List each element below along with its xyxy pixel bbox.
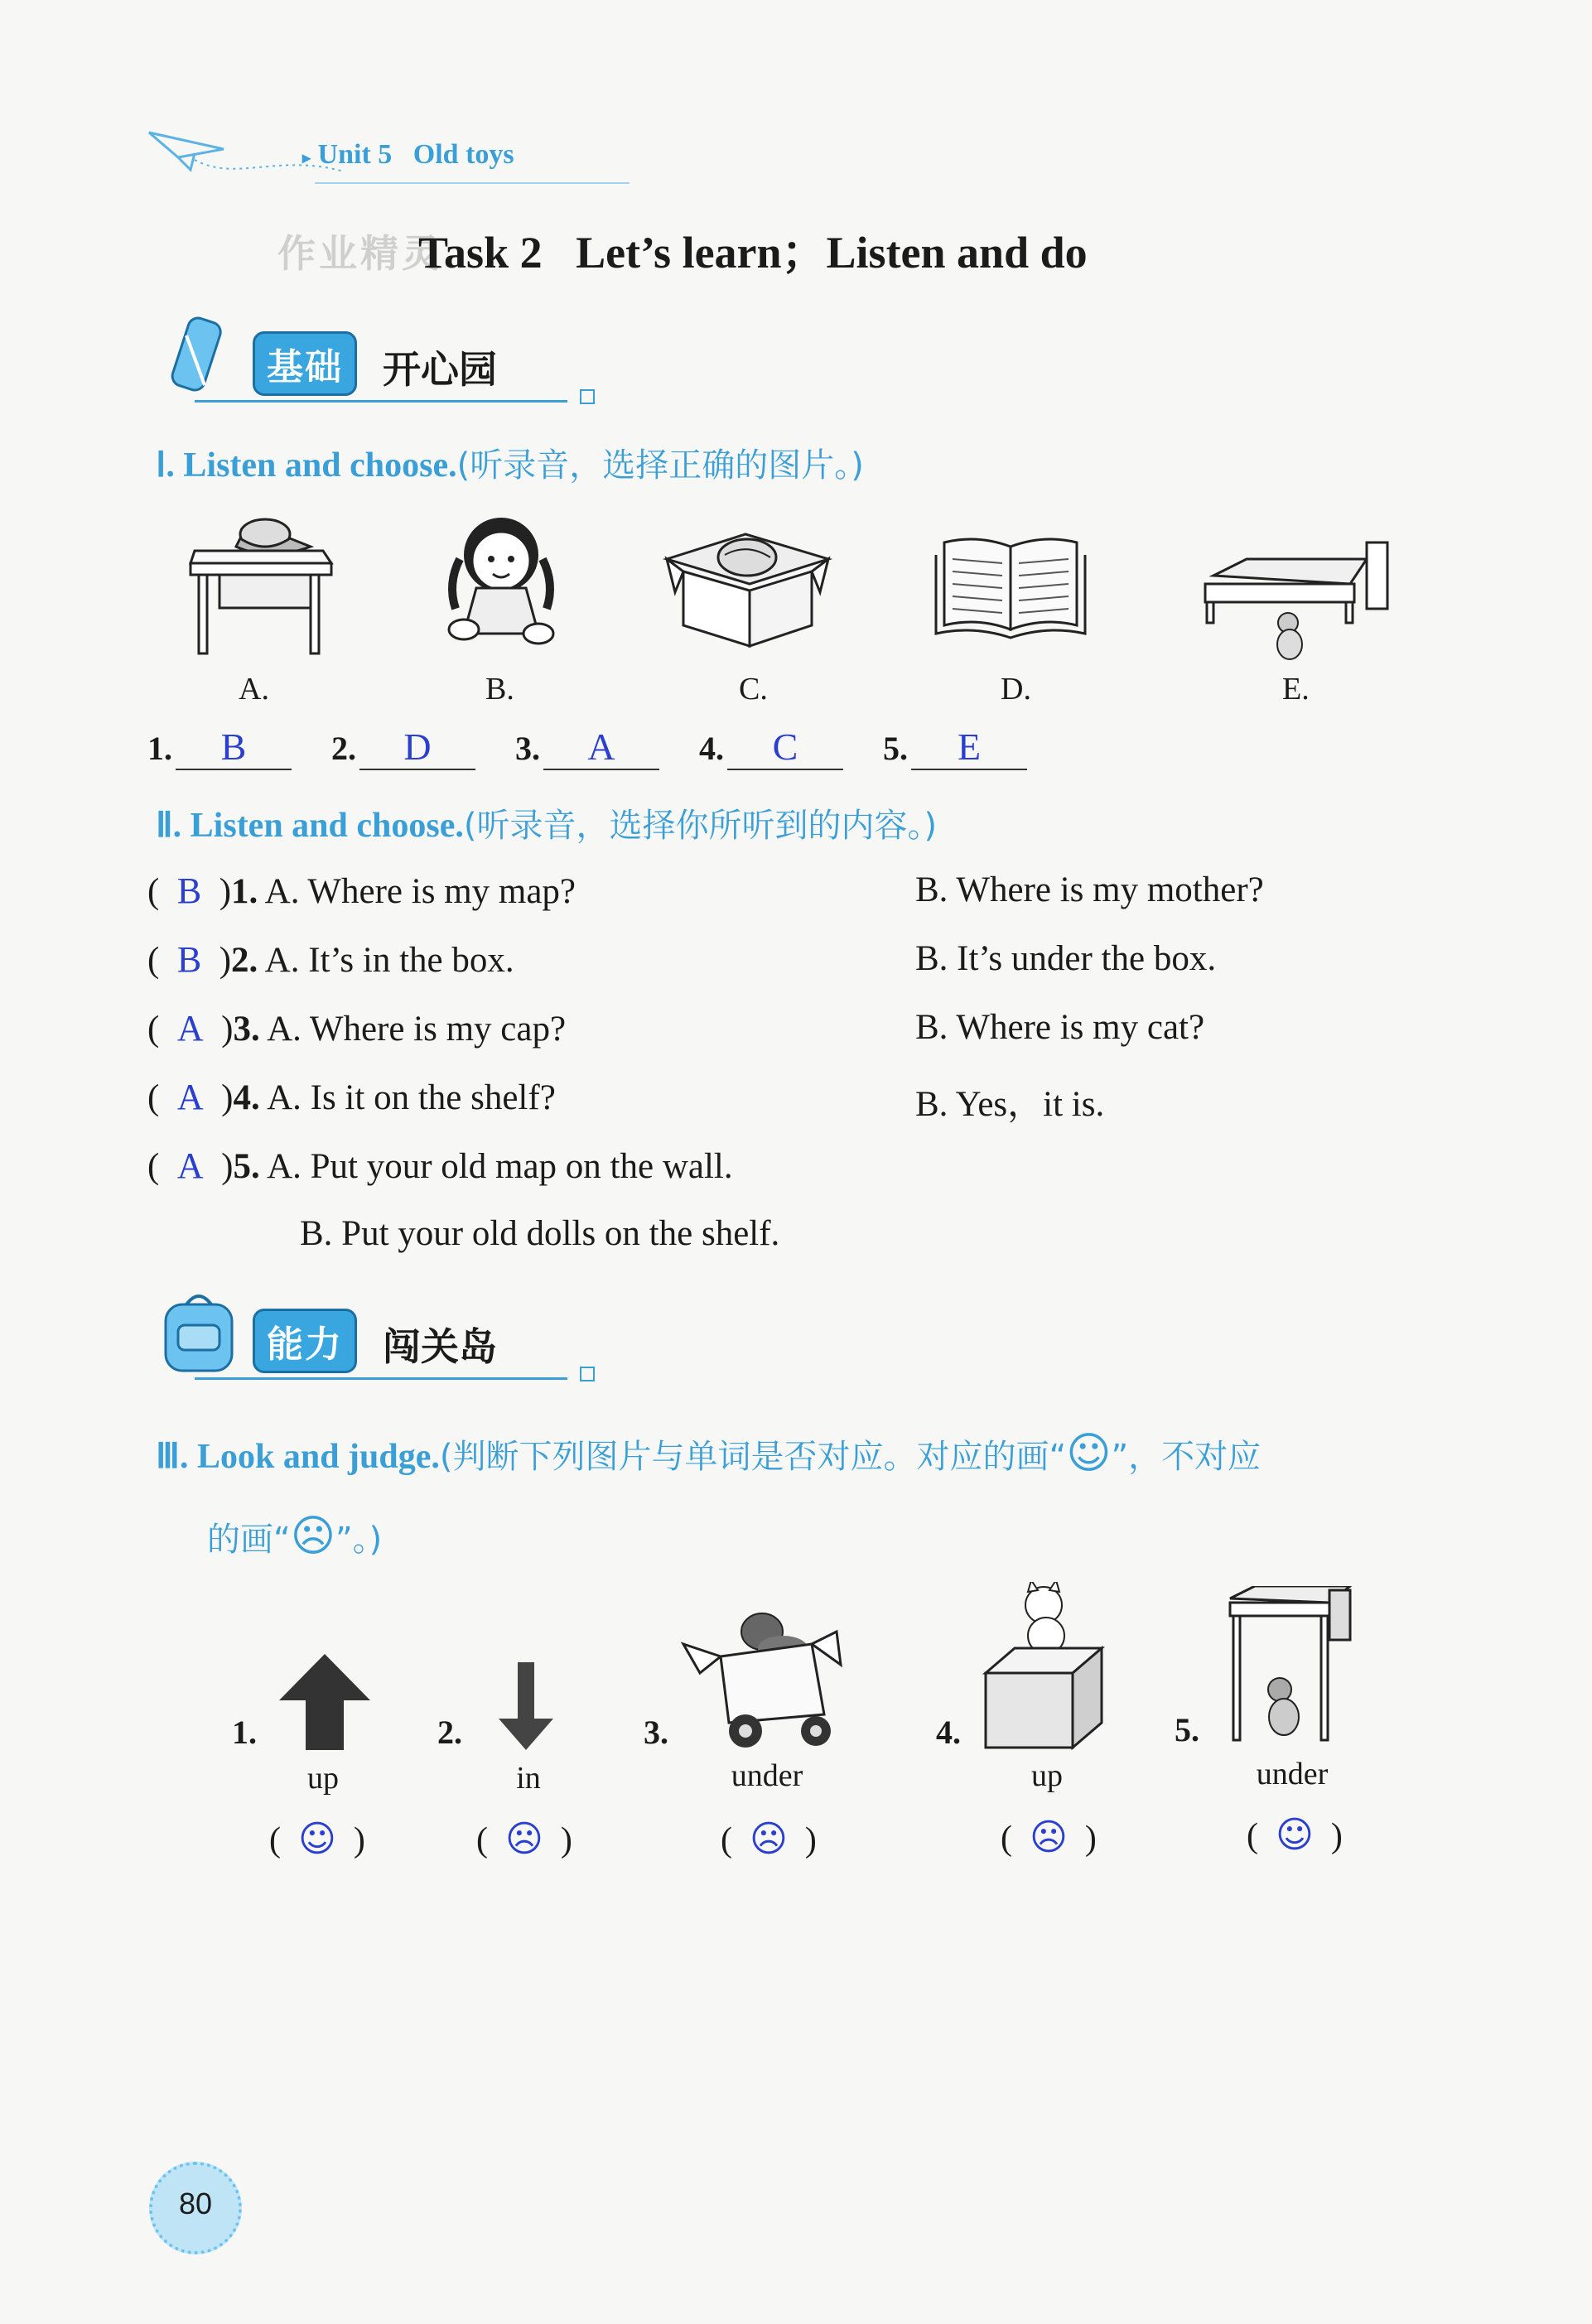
- picture-label-e: E.: [1282, 672, 1310, 706]
- cap-on-table-picture: [186, 513, 335, 658]
- picture-label-a: A.: [239, 672, 269, 706]
- part2-option-a-2: A. It’s in the box.: [264, 941, 514, 980]
- watermark: 作业精灵: [277, 231, 443, 276]
- answer-num-2: 2.: [331, 730, 356, 767]
- part3-mark-3[interactable]: ☹: [750, 1818, 788, 1860]
- part3-num-1: 1.: [232, 1714, 257, 1751]
- section2-badge: 能力: [253, 1309, 357, 1373]
- part1-answer-row: [147, 725, 1027, 770]
- part2-heading-en: Ⅱ. Listen and choose.: [156, 807, 464, 845]
- ball-in-box-picture: [659, 526, 837, 650]
- part2-num-1: 1.: [231, 872, 258, 911]
- page-number: 80: [178, 2187, 213, 2220]
- part2-item-1: ( B )1. A. Where is my map?: [147, 870, 576, 911]
- part2-option-b-3: B. Where is my cat?: [915, 1008, 1205, 1047]
- cat-under-bed-picture: [1197, 530, 1400, 663]
- part3-heading-cn-2: ”，不对应: [1111, 1438, 1262, 1476]
- section1-underline: [195, 400, 567, 403]
- part3-num-2: 2.: [437, 1714, 462, 1751]
- answer-blank-3[interactable]: A: [543, 725, 659, 770]
- part2-option-a-5: A. Put your old map on the wall.: [267, 1147, 733, 1186]
- answer-blank-5[interactable]: E: [911, 725, 1027, 770]
- part2-answer-3[interactable]: A: [176, 1008, 204, 1049]
- part3-heading-cn-1: (判断下列图片与单词是否对应。对应的画“: [439, 1438, 1067, 1476]
- part2-num-5: 5.: [233, 1147, 260, 1186]
- part3-heading: [156, 1429, 1261, 1478]
- up-arrow-picture: [277, 1652, 373, 1752]
- open-book-picture: [932, 534, 1089, 642]
- section1-name: 开心园: [383, 347, 497, 392]
- part3-heading-cn-4: ”。): [335, 1521, 383, 1559]
- part2-option-a-3: A. Where is my cap?: [267, 1010, 567, 1049]
- part2-item-3: ( A )3. A. Where is my cap?: [147, 1008, 567, 1049]
- picture-label-d: D.: [1001, 672, 1031, 706]
- dog-in-box-picture: [679, 1598, 845, 1756]
- part3-num-5: 5.: [1175, 1711, 1199, 1748]
- answer-blank-2[interactable]: D: [359, 725, 475, 770]
- part2-heading-cn: (听录音，选择你所听到的内容。): [463, 807, 938, 845]
- part2-option-b-4: B. Yes，it is.: [915, 1085, 1105, 1124]
- answer-blank-1[interactable]: B: [176, 725, 292, 770]
- part2-option-a-4: A. Is it on the shelf?: [267, 1078, 556, 1117]
- pencil-icon: [162, 315, 236, 402]
- part2-option-b-5: B. Put your old dolls on the shelf.: [300, 1214, 780, 1253]
- part2-item-5: ( A )5. A. Put your old map on the wall.: [147, 1145, 733, 1186]
- answer-num-4: 4.: [699, 730, 724, 767]
- part1-heading: [156, 439, 864, 486]
- part3-judge-2: ( ☹ ): [476, 1818, 572, 1860]
- answer-num-1: 1.: [147, 730, 172, 767]
- cat-on-box-picture: [982, 1582, 1106, 1752]
- unit-header: [302, 139, 514, 171]
- page-title: Task 2 Let’s learn；Listen and do: [418, 228, 1088, 277]
- doll-picture: [431, 509, 567, 650]
- section2-underline: [195, 1377, 567, 1380]
- part3-heading-en: Ⅲ. Look and judge.: [156, 1438, 440, 1476]
- part3-mark-5[interactable]: ☺: [1276, 1814, 1314, 1856]
- frown-face-icon: ☹: [290, 1512, 335, 1561]
- answer-num-3: 3.: [515, 730, 540, 767]
- header-divider: [315, 182, 630, 184]
- part1-heading-cn: (听录音，选择正确的图片。): [456, 446, 864, 485]
- part3-judge-3: ( ☹ ): [721, 1818, 817, 1860]
- part2-item-4: ( A )4. A. Is it on the shelf?: [147, 1077, 556, 1117]
- part3-word-1: up: [307, 1761, 339, 1796]
- answer-blank-4[interactable]: C: [727, 725, 843, 770]
- part3-judge-1: ( ☺ ): [269, 1818, 365, 1860]
- part1-heading-en: Ⅰ. Listen and choose.: [156, 446, 457, 485]
- unit-label: Unit 5: [317, 139, 393, 170]
- part2-option-b-1: B. Where is my mother?: [915, 870, 1264, 909]
- section2-name: 闯关岛: [383, 1324, 497, 1369]
- part2-answer-2[interactable]: B: [176, 939, 202, 980]
- part2-item-2: ( B )2. A. It’s in the box.: [147, 939, 514, 980]
- header-arrow-icon: ▸: [302, 149, 311, 167]
- part2-option-a-1: A. Where is my map?: [264, 872, 576, 911]
- section2-corner-icon: [580, 1367, 595, 1381]
- answer-num-5: 5.: [883, 730, 908, 767]
- part3-word-3: under: [731, 1758, 803, 1793]
- down-arrow-picture: [497, 1661, 555, 1752]
- part3-mark-1[interactable]: ☺: [298, 1818, 336, 1860]
- picture-label-c: C.: [739, 672, 768, 706]
- picture-label-b: B.: [485, 672, 514, 706]
- part3-mark-2[interactable]: ☹: [505, 1818, 543, 1860]
- part2-answer-4[interactable]: A: [176, 1077, 204, 1117]
- section1-badge: 基础: [253, 331, 357, 396]
- part2-answer-5[interactable]: A: [176, 1145, 204, 1186]
- smile-face-icon: ☺: [1066, 1429, 1112, 1478]
- unit-topic: Old toys: [412, 139, 514, 170]
- part3-word-5: under: [1256, 1757, 1329, 1791]
- part2-heading: [156, 799, 937, 846]
- backpack-icon: [153, 1288, 244, 1379]
- section1-corner-icon: [580, 389, 595, 404]
- cat-under-desk-picture: [1222, 1586, 1354, 1748]
- part3-word-4: up: [1031, 1758, 1063, 1793]
- part3-mark-4[interactable]: ☹: [1030, 1816, 1068, 1859]
- part2-answer-1[interactable]: B: [176, 870, 202, 911]
- part2-option-b-2: B. It’s under the box.: [915, 939, 1217, 978]
- part2-num-4: 4.: [233, 1078, 260, 1117]
- part3-judge-5: ( ☺ ): [1247, 1814, 1343, 1856]
- part3-num-3: 3.: [644, 1714, 668, 1751]
- part3-judge-4: ( ☹ ): [1001, 1816, 1097, 1859]
- part3-num-4: 4.: [936, 1714, 961, 1751]
- part2-num-2: 2.: [231, 941, 258, 980]
- part3-heading-line2: [207, 1512, 382, 1561]
- part3-heading-cn-3: 的画“: [207, 1521, 291, 1559]
- part2-num-3: 3.: [233, 1010, 260, 1049]
- part3-word-2: in: [516, 1761, 541, 1796]
